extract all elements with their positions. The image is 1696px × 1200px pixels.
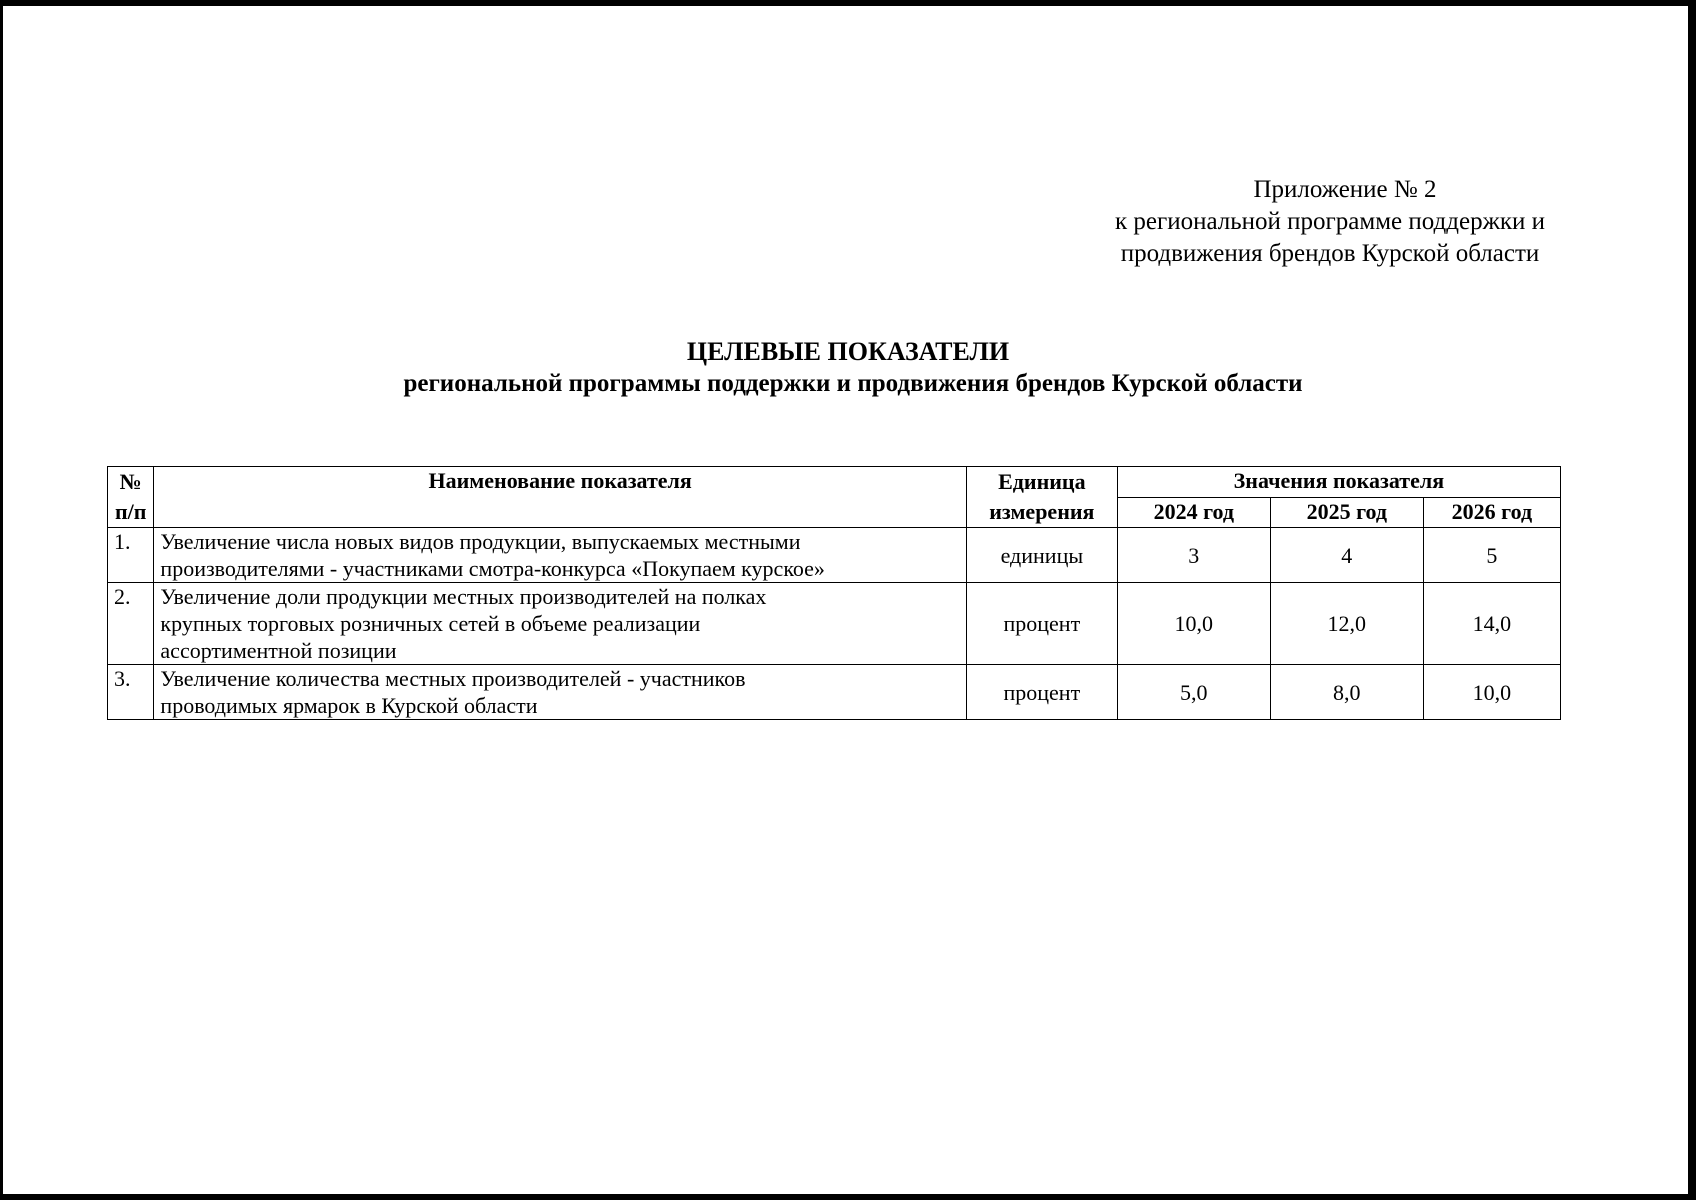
table-row — [108, 583, 1561, 665]
document-subtitle: региональной программы поддержки и продвижения брендов Курской области — [403, 370, 1303, 397]
row-name-line: Увеличение доли продукции местных производителей на полках — [160, 584, 767, 609]
row-name-line: ассортиментной позиции — [160, 638, 397, 663]
row-value-2025: 12,0 — [1270, 583, 1423, 665]
row-value-2025: 4 — [1270, 528, 1423, 583]
row-unit: единицы — [966, 528, 1117, 583]
header-unit-line-2: измерения — [989, 499, 1095, 524]
row-value-2024: 3 — [1117, 528, 1270, 583]
row-indicator-name — [154, 583, 966, 665]
header-unit-line-1: Единица — [998, 469, 1086, 494]
scan-border-bottom — [0, 1194, 1696, 1200]
table-row — [108, 528, 1561, 583]
row-number: 1. — [108, 528, 154, 583]
appendix-note — [1080, 174, 1580, 270]
row-name-line: Увеличение количества местных производителей - участников — [160, 666, 746, 691]
header-indicator-name: Наименование показателя — [154, 467, 966, 528]
table-row — [108, 665, 1561, 720]
appendix-line-3: продвижения брендов Курской области — [1120, 240, 1540, 267]
header-values-group: Значения показателя — [1117, 467, 1560, 498]
row-value-2026: 10,0 — [1423, 665, 1560, 720]
header-number-abbr: п/п — [114, 499, 147, 524]
header-year-2025: 2025 год — [1270, 497, 1423, 528]
row-indicator-name — [154, 528, 966, 583]
scan-border-top — [0, 0, 1696, 6]
row-unit: процент — [966, 665, 1117, 720]
row-value-2024: 10,0 — [1117, 583, 1270, 665]
row-value-2024: 5,0 — [1117, 665, 1270, 720]
row-value-2025: 8,0 — [1270, 665, 1423, 720]
scan-border-right — [1688, 0, 1696, 1200]
indicators-table — [107, 466, 1561, 720]
appendix-number: Приложение № 2 — [1253, 176, 1437, 203]
row-name-line: Увеличение числа новых видов продукции, выпускаемых местными — [160, 529, 801, 554]
row-name-line: крупных торговых розничных сетей в объеме реализации — [160, 611, 701, 636]
row-unit: процент — [966, 583, 1117, 665]
row-value-2026: 14,0 — [1423, 583, 1560, 665]
appendix-line-2: к региональной программе поддержки и — [1114, 208, 1546, 235]
header-number — [108, 467, 154, 528]
row-value-2026: 5 — [1423, 528, 1560, 583]
header-year-2026: 2026 год — [1423, 497, 1560, 528]
row-name-line: проводимых ярмарок в Курской области — [160, 693, 538, 718]
row-name-line: производителями - участниками смотра-конкурса «Покупаем курское» — [160, 556, 825, 581]
document-title: ЦЕЛЕВЫЕ ПОКАЗАТЕЛИ — [686, 337, 1010, 366]
document-heading — [0, 336, 1696, 400]
header-unit — [966, 467, 1117, 528]
row-number: 2. — [108, 583, 154, 665]
row-number: 3. — [108, 665, 154, 720]
scan-border-left — [0, 0, 3, 1200]
row-indicator-name — [154, 665, 966, 720]
header-number-sign: № — [119, 469, 142, 494]
table-header-row — [108, 467, 1561, 498]
header-year-2024: 2024 год — [1117, 497, 1270, 528]
